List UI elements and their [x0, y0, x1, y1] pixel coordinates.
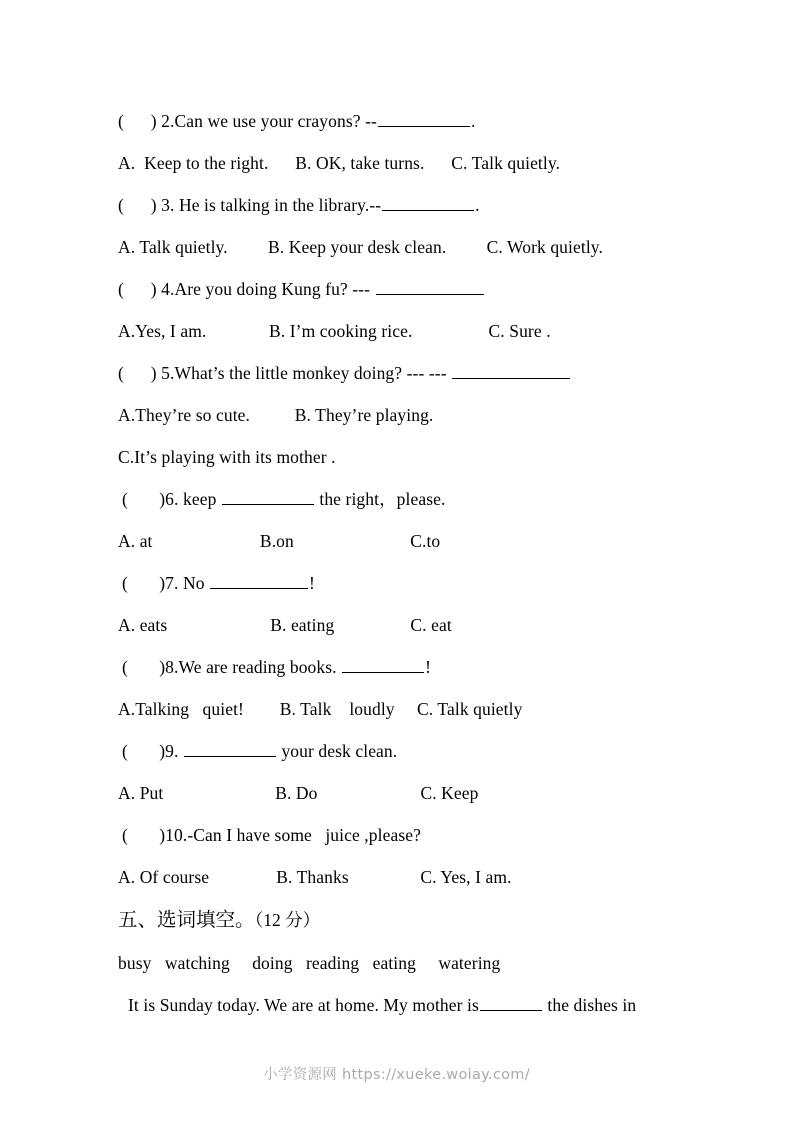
watermark: 小学资源网 https://xueke.woiay.com/	[263, 1067, 530, 1083]
question-stem-4-text: ( ) 4.Are you doing Kung fu? ---	[118, 279, 375, 299]
question-options-7: A. eats B. eating C. eat	[118, 615, 452, 635]
question-stem-10-text: ( )10.-Can I have some juice ,please?	[122, 825, 421, 845]
cloze-passage-before: It is Sunday today. We are at home. My mother is	[128, 995, 479, 1015]
question-stem-9-text: ( )9.	[122, 741, 183, 761]
question-stem-10	[118, 814, 678, 856]
question-stem-2-text: ( ) 2.Can we use your crayons? --	[118, 111, 377, 131]
question-stem-9	[118, 730, 678, 772]
question-options-8: A.Talking quiet! B. Talk loudly C. Talk quietly	[118, 699, 523, 719]
answer-blank-8	[342, 655, 424, 673]
question-stem-5	[118, 352, 678, 394]
cloze-blank-1	[480, 993, 542, 1011]
question-options-10: A. Of course B. Thanks C. Yes, I am.	[118, 867, 512, 887]
cloze-passage	[118, 984, 678, 1026]
question-options-4: A.Yes, I am. B. I’m cooking rice. C. Sure .	[118, 321, 551, 341]
question-stem-8	[118, 646, 678, 688]
question-options-5: A.They’re so cute. B. They’re playing.	[118, 405, 434, 425]
question-stem-2-tail: .	[470, 111, 476, 131]
question-stem-6	[118, 478, 678, 520]
answer-blank-7	[210, 571, 308, 589]
word-bank: busy watching doing reading eating watering	[118, 953, 501, 973]
answer-blank-4	[376, 277, 484, 295]
question-options-5-extra: C.It’s playing with its mother .	[118, 447, 336, 467]
exam-content	[118, 100, 678, 1026]
question-stem-3	[118, 184, 678, 226]
question-options-2: A. Keep to the right. B. OK, take turns. C. Talk quietly.	[118, 153, 561, 173]
question-stem-2	[118, 100, 678, 142]
answer-blank-3	[382, 193, 474, 211]
answer-blank-5	[452, 361, 570, 379]
question-stem-9-tail: your desk clean.	[276, 741, 398, 761]
section-five-heading	[118, 898, 678, 942]
section-five-score: （12 分）	[254, 910, 321, 930]
question-stem-7-text: ( )7. No	[122, 573, 210, 593]
cloze-passage-after: the dishes in	[542, 995, 637, 1015]
question-options-9: A. Put B. Do C. Keep	[118, 783, 479, 803]
question-stem-5-text: ( ) 5.What’s the little monkey doing? --- ---	[118, 363, 452, 383]
question-stem-6-tail: the right，please.	[314, 489, 446, 509]
answer-blank-9	[184, 739, 276, 757]
question-stem-3-tail: .	[475, 195, 480, 215]
question-stem-4	[118, 268, 678, 310]
question-stem-8-tail: !	[425, 657, 432, 677]
question-stem-7	[118, 562, 678, 604]
section-five-heading-cjk: 五、选词填空。	[118, 908, 255, 931]
question-stem-8-text: ( )8.We are reading books.	[122, 657, 342, 677]
question-options-3: A. Talk quietly. B. Keep your desk clean. C. Work quietly.	[118, 237, 603, 257]
answer-blank-2	[378, 109, 470, 127]
question-options-6: A. at B.on C.to	[118, 531, 441, 551]
answer-blank-6	[222, 487, 314, 505]
question-stem-7-tail: !	[309, 573, 315, 593]
question-stem-3-text: ( ) 3. He is talking in the library.--	[118, 195, 382, 215]
question-stem-6-text: ( )6. keep	[122, 489, 221, 509]
